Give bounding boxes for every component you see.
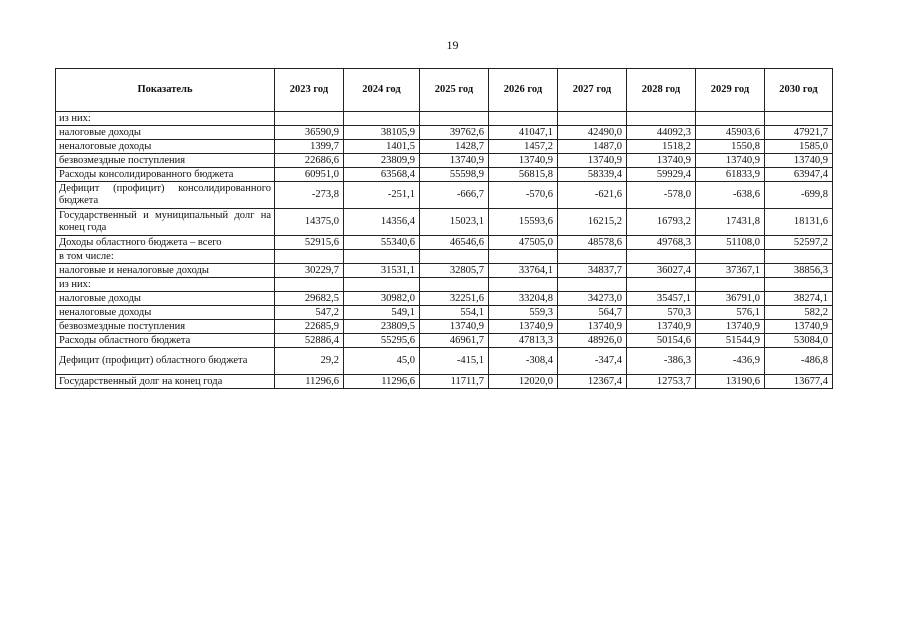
- row-label: налоговые и неналоговые доходы: [56, 264, 275, 278]
- column-header-indicator: Показатель: [56, 69, 275, 112]
- value-cell: [420, 278, 489, 292]
- value-cell: 1401,5: [344, 140, 420, 154]
- value-cell: 48578,6: [558, 236, 627, 250]
- column-header-year: 2026 год: [489, 69, 558, 112]
- table-row: [56, 292, 833, 306]
- value-cell: -386,3: [627, 348, 696, 375]
- value-cell: 549,1: [344, 306, 420, 320]
- table-row: [56, 182, 833, 209]
- value-cell: 55598,9: [420, 168, 489, 182]
- value-cell: 47921,7: [765, 126, 833, 140]
- row-label: из них:: [56, 278, 275, 292]
- row-label: Дефицит (профицит) областного бюджета: [56, 348, 275, 375]
- value-cell: [696, 250, 765, 264]
- value-cell: 570,3: [627, 306, 696, 320]
- value-cell: 33764,1: [489, 264, 558, 278]
- value-cell: [765, 278, 833, 292]
- value-cell: [558, 112, 627, 126]
- value-cell: 31531,1: [344, 264, 420, 278]
- value-cell: 22686,6: [275, 154, 344, 168]
- table-row: [56, 112, 833, 126]
- value-cell: 554,1: [420, 306, 489, 320]
- value-cell: 13190,6: [696, 375, 765, 389]
- value-cell: 41047,1: [489, 126, 558, 140]
- column-header-year: 2027 год: [558, 69, 627, 112]
- value-cell: [627, 250, 696, 264]
- value-cell: 36791,0: [696, 292, 765, 306]
- value-cell: 559,3: [489, 306, 558, 320]
- value-cell: -273,8: [275, 182, 344, 209]
- row-label: налоговые доходы: [56, 126, 275, 140]
- value-cell: 51108,0: [696, 236, 765, 250]
- value-cell: 12367,4: [558, 375, 627, 389]
- value-cell: 11711,7: [420, 375, 489, 389]
- value-cell: [627, 112, 696, 126]
- value-cell: [489, 112, 558, 126]
- value-cell: 42490,0: [558, 126, 627, 140]
- value-cell: 36027,4: [627, 264, 696, 278]
- value-cell: 30982,0: [344, 292, 420, 306]
- value-cell: 48926,0: [558, 334, 627, 348]
- value-cell: 582,2: [765, 306, 833, 320]
- value-cell: -251,1: [344, 182, 420, 209]
- value-cell: 50154,6: [627, 334, 696, 348]
- value-cell: [558, 278, 627, 292]
- value-cell: -621,6: [558, 182, 627, 209]
- value-cell: 63568,4: [344, 168, 420, 182]
- value-cell: 39762,6: [420, 126, 489, 140]
- value-cell: 13740,9: [489, 320, 558, 334]
- value-cell: [696, 112, 765, 126]
- row-label: Расходы областного бюджета: [56, 334, 275, 348]
- value-cell: 44092,3: [627, 126, 696, 140]
- value-cell: 14356,4: [344, 209, 420, 236]
- value-cell: 59929,4: [627, 168, 696, 182]
- value-cell: 38105,9: [344, 126, 420, 140]
- value-cell: 52886,4: [275, 334, 344, 348]
- value-cell: 52915,6: [275, 236, 344, 250]
- row-label: неналоговые доходы: [56, 306, 275, 320]
- value-cell: 32251,6: [420, 292, 489, 306]
- value-cell: 29,2: [275, 348, 344, 375]
- row-label: из них:: [56, 112, 275, 126]
- value-cell: 13740,9: [696, 154, 765, 168]
- value-cell: 63947,4: [765, 168, 833, 182]
- value-cell: 37367,1: [696, 264, 765, 278]
- value-cell: -570,6: [489, 182, 558, 209]
- value-cell: 13740,9: [558, 320, 627, 334]
- table-row: [56, 320, 833, 334]
- value-cell: 1518,2: [627, 140, 696, 154]
- value-cell: 46546,6: [420, 236, 489, 250]
- value-cell: 38274,1: [765, 292, 833, 306]
- value-cell: 13740,9: [627, 154, 696, 168]
- value-cell: 13677,4: [765, 375, 833, 389]
- row-label: налоговые доходы: [56, 292, 275, 306]
- value-cell: 46961,7: [420, 334, 489, 348]
- value-cell: 55340,6: [344, 236, 420, 250]
- value-cell: 13740,9: [765, 320, 833, 334]
- value-cell: 47813,3: [489, 334, 558, 348]
- row-label: в том числе:: [56, 250, 275, 264]
- value-cell: 13740,9: [558, 154, 627, 168]
- value-cell: [489, 278, 558, 292]
- table-row: [56, 168, 833, 182]
- table-row: [56, 209, 833, 236]
- value-cell: [420, 112, 489, 126]
- row-label: Государственный долг на конец года: [56, 375, 275, 389]
- table-body: [56, 112, 833, 389]
- table-header-row: [56, 69, 833, 112]
- value-cell: 34273,0: [558, 292, 627, 306]
- value-cell: [765, 250, 833, 264]
- value-cell: 47505,0: [489, 236, 558, 250]
- column-header-year: 2030 год: [765, 69, 833, 112]
- column-header-year: 2029 год: [696, 69, 765, 112]
- row-label: Государственный и муниципальный долг на конец года: [56, 209, 275, 236]
- value-cell: 38856,3: [765, 264, 833, 278]
- value-cell: 11296,6: [275, 375, 344, 389]
- table-row: [56, 236, 833, 250]
- value-cell: 12753,7: [627, 375, 696, 389]
- value-cell: 45,0: [344, 348, 420, 375]
- value-cell: 45903,6: [696, 126, 765, 140]
- value-cell: 13740,9: [489, 154, 558, 168]
- table-row: [56, 264, 833, 278]
- value-cell: 1428,7: [420, 140, 489, 154]
- value-cell: [627, 278, 696, 292]
- value-cell: 14375,0: [275, 209, 344, 236]
- value-cell: -666,7: [420, 182, 489, 209]
- value-cell: -308,4: [489, 348, 558, 375]
- value-cell: [275, 278, 344, 292]
- page-number: 19: [446, 38, 459, 52]
- value-cell: 17431,8: [696, 209, 765, 236]
- value-cell: 576,1: [696, 306, 765, 320]
- table-row: [56, 250, 833, 264]
- value-cell: [558, 250, 627, 264]
- value-cell: 13740,9: [420, 320, 489, 334]
- value-cell: 18131,6: [765, 209, 833, 236]
- value-cell: 11296,6: [344, 375, 420, 389]
- value-cell: [344, 250, 420, 264]
- value-cell: 58339,4: [558, 168, 627, 182]
- value-cell: 53084,0: [765, 334, 833, 348]
- value-cell: [765, 112, 833, 126]
- value-cell: 15593,6: [489, 209, 558, 236]
- value-cell: -436,9: [696, 348, 765, 375]
- value-cell: 36590,9: [275, 126, 344, 140]
- value-cell: 16215,2: [558, 209, 627, 236]
- value-cell: 56815,8: [489, 168, 558, 182]
- value-cell: 32805,7: [420, 264, 489, 278]
- value-cell: -699,8: [765, 182, 833, 209]
- value-cell: 564,7: [558, 306, 627, 320]
- value-cell: 12020,0: [489, 375, 558, 389]
- table-row: [56, 375, 833, 389]
- row-label: Дефицит (профицит) консолидированного бюджета: [56, 182, 275, 209]
- value-cell: 1457,2: [489, 140, 558, 154]
- value-cell: [344, 112, 420, 126]
- value-cell: 29682,5: [275, 292, 344, 306]
- table-row: [56, 306, 833, 320]
- value-cell: 13740,9: [765, 154, 833, 168]
- table-row: [56, 154, 833, 168]
- value-cell: -486,8: [765, 348, 833, 375]
- value-cell: 35457,1: [627, 292, 696, 306]
- value-cell: 49768,3: [627, 236, 696, 250]
- row-label: безвозмездные поступления: [56, 320, 275, 334]
- value-cell: [275, 250, 344, 264]
- value-cell: 15023,1: [420, 209, 489, 236]
- table-row: [56, 278, 833, 292]
- value-cell: 52597,2: [765, 236, 833, 250]
- column-header-year: 2024 год: [344, 69, 420, 112]
- row-label: Расходы консолидированного бюджета: [56, 168, 275, 182]
- value-cell: 1585,0: [765, 140, 833, 154]
- value-cell: 13740,9: [420, 154, 489, 168]
- row-label: безвозмездные поступления: [56, 154, 275, 168]
- column-header-year: 2023 год: [275, 69, 344, 112]
- value-cell: 33204,8: [489, 292, 558, 306]
- value-cell: -347,4: [558, 348, 627, 375]
- value-cell: 23809,5: [344, 320, 420, 334]
- value-cell: -638,6: [696, 182, 765, 209]
- value-cell: 16793,2: [627, 209, 696, 236]
- value-cell: -415,1: [420, 348, 489, 375]
- value-cell: [696, 278, 765, 292]
- value-cell: [489, 250, 558, 264]
- value-cell: 547,2: [275, 306, 344, 320]
- value-cell: 22685,9: [275, 320, 344, 334]
- value-cell: [344, 278, 420, 292]
- value-cell: 30229,7: [275, 264, 344, 278]
- value-cell: 60951,0: [275, 168, 344, 182]
- value-cell: 23809,9: [344, 154, 420, 168]
- value-cell: 13740,9: [696, 320, 765, 334]
- value-cell: 55295,6: [344, 334, 420, 348]
- value-cell: 1487,0: [558, 140, 627, 154]
- value-cell: -578,0: [627, 182, 696, 209]
- value-cell: 34837,7: [558, 264, 627, 278]
- column-header-year: 2025 год: [420, 69, 489, 112]
- value-cell: 61833,9: [696, 168, 765, 182]
- table-row: [56, 126, 833, 140]
- table-row: [56, 348, 833, 375]
- row-label: Доходы областного бюджета – всего: [56, 236, 275, 250]
- value-cell: 1399,7: [275, 140, 344, 154]
- table-row: [56, 140, 833, 154]
- value-cell: 13740,9: [627, 320, 696, 334]
- value-cell: 51544,9: [696, 334, 765, 348]
- row-label: неналоговые доходы: [56, 140, 275, 154]
- table-row: [56, 334, 833, 348]
- budget-indicators-table: [55, 68, 833, 389]
- value-cell: [275, 112, 344, 126]
- value-cell: 1550,8: [696, 140, 765, 154]
- value-cell: [420, 250, 489, 264]
- column-header-year: 2028 год: [627, 69, 696, 112]
